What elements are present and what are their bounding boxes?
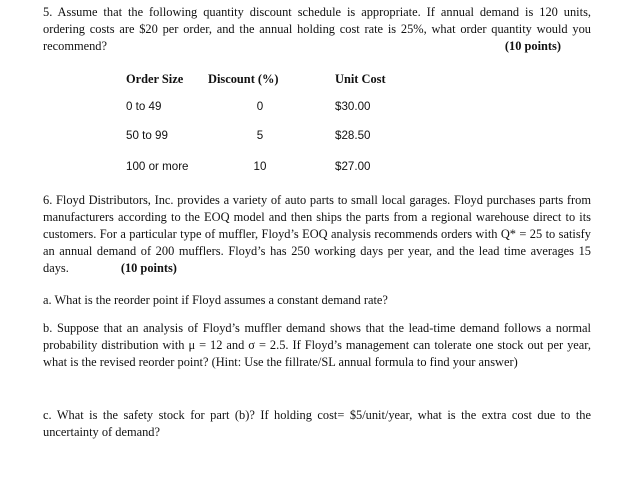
row-discount: 5 xyxy=(256,129,264,142)
row-discount: 0 xyxy=(256,100,264,113)
row-order-size: 50 to 99 xyxy=(126,129,168,142)
question-6c-text: c. What is the safety stock for part (b)? If holding cost= $5/unit/year, what is the extra cost due to the uncertainty of demand? xyxy=(43,408,591,439)
row-discount: 10 xyxy=(253,160,267,173)
table-row xyxy=(126,100,426,120)
question-6b-text: b. Suppose that an analysis of Floyd’s muffler demand shows that the lead-time demand follows a normal probability distribution with μ = 12 and σ = 2.5. If Floyd’s management can tolerate one stock out per year, what is the revised reorder point? (Hint: Use the fillrate/SL annual formula to find your answer) xyxy=(43,321,591,369)
question-6-points: (10 points) xyxy=(120,261,177,275)
row-unit-cost: $28.50 xyxy=(335,129,371,142)
question-5-text: 5. Assume that the following quantity discount schedule is appropriate. If annual demand is 120 units, ordering costs are $20 per order, and the annual holding cost rate is 25%, what order quantity would you recommend? xyxy=(43,5,591,53)
question-6 xyxy=(43,192,591,277)
question-6b xyxy=(43,320,591,371)
question-6-text: 6. Floyd Distributors, Inc. provides a variety of auto parts to small local garages. Floyd purchases parts from manufacturers according to the EOQ model and then ships the parts from a regional warehouse direct to its customers. For a particular type of muffler, Floyd’s EOQ analysis recommends orders with Q* = 25 to satisfy an annual demand of 200 mufflers. Floyd’s has 250 working days per year, and the lead time averages 15 days. xyxy=(43,193,591,275)
question-6a xyxy=(43,292,591,309)
question-6c xyxy=(43,407,591,441)
header-unit-cost: Unit Cost xyxy=(335,72,386,86)
row-unit-cost: $30.00 xyxy=(335,100,371,113)
question-5 xyxy=(43,4,591,55)
header-discount: Discount (%) xyxy=(208,72,279,86)
table-header-row xyxy=(126,72,426,92)
table-row xyxy=(126,129,426,149)
row-order-size: 100 or more xyxy=(126,160,189,173)
row-unit-cost: $27.00 xyxy=(335,160,371,173)
header-order-size: Order Size xyxy=(126,72,184,86)
question-5-points: (10 points) xyxy=(504,39,561,53)
row-order-size: 0 to 49 xyxy=(126,100,162,113)
question-6a-text: a. What is the reorder point if Floyd assumes a constant demand rate? xyxy=(43,293,388,307)
table-row xyxy=(126,160,426,180)
